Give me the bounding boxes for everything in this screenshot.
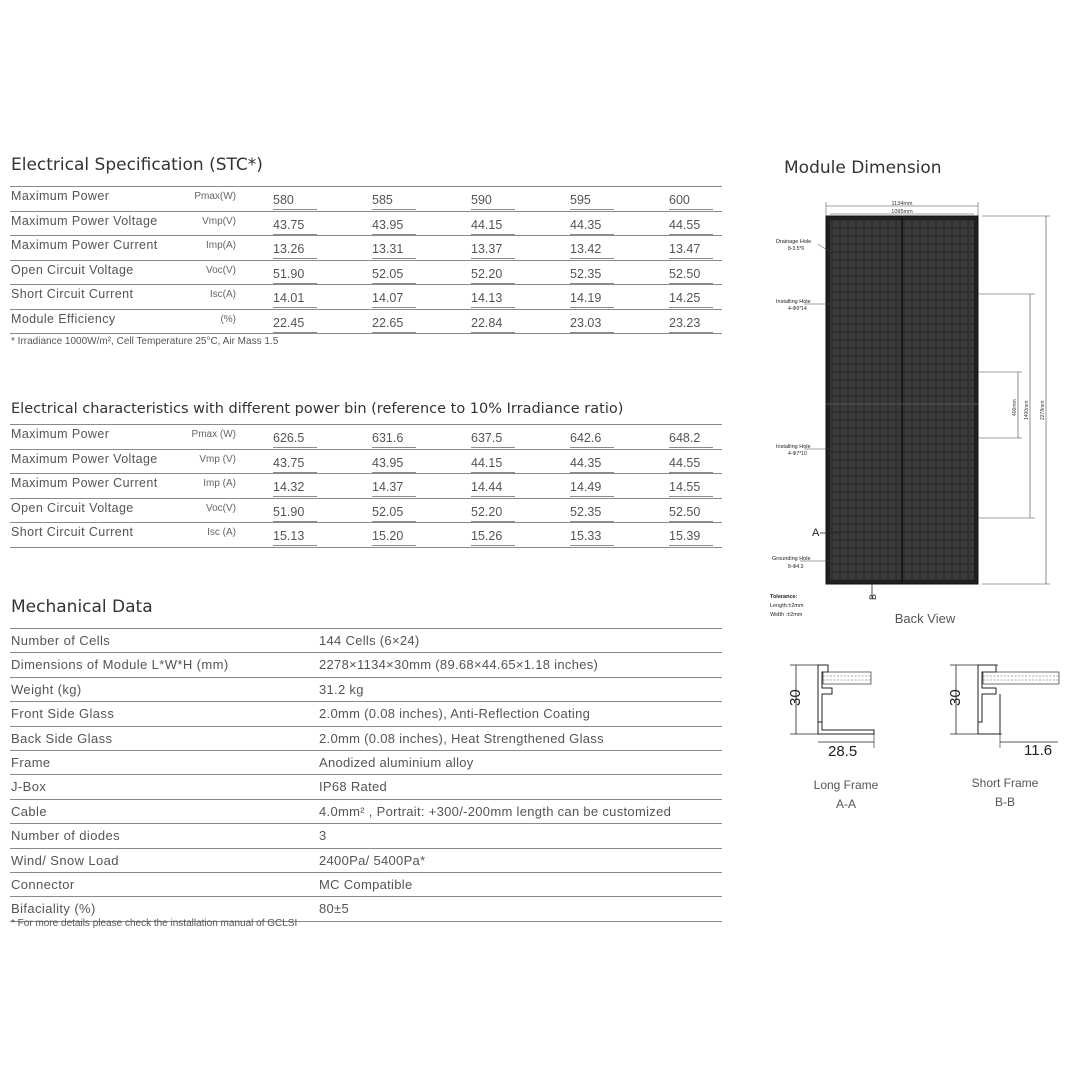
spec-value-cell: 52.35: [570, 505, 614, 522]
mechanical-label: Dimensions of Module L*W*H (mm): [11, 657, 229, 673]
spec-value-cell: 631.6: [372, 431, 416, 448]
dim-2278-label: 2278mm: [1040, 400, 1046, 420]
spec-row: [10, 261, 722, 286]
spec-row: [10, 474, 722, 499]
spec-value-cell: 14.01: [273, 291, 317, 308]
grounding-hole-spec: 8-Φ4.3: [788, 564, 804, 570]
spec-value-cell: 51.90: [273, 267, 317, 284]
mechanical-value: 4.0mm² , Portrait: +300/-200mm length can be customized: [319, 803, 672, 819]
spec-value-cell: 44.35: [570, 456, 614, 473]
spec-value-cell: 44.55: [669, 218, 713, 235]
spec-value-cell: 23.03: [570, 316, 614, 333]
mechanical-value: Anodized aluminium alloy: [319, 754, 474, 770]
module-dimension-title: Module Dimension: [784, 158, 942, 178]
mechanical-value: 2400Pa/ 5400Pa*: [319, 852, 426, 868]
spec-value-cell: 43.75: [273, 456, 317, 473]
mechanical-value: 2.0mm (0.08 inches), Heat Strengthened Glass: [319, 730, 604, 746]
spec-value-cell: 13.26: [273, 242, 317, 259]
spec-value-cell: 52.05: [372, 267, 416, 284]
mechanical-label: Bifaciality (%): [11, 901, 96, 917]
spec-value-cell: 13.42: [570, 242, 614, 259]
spec-row-symbol: Voc(V): [205, 264, 236, 276]
spec-value-cell: 15.20: [372, 529, 416, 546]
spec-value-cell: 14.07: [372, 291, 416, 308]
long-frame-drawing: [770, 660, 900, 765]
drainage-hole-spec: 8-3.5*6: [788, 246, 805, 252]
spec-value-cell: 43.95: [372, 456, 416, 473]
spec-row-label: Maximum Power Voltage: [11, 213, 158, 228]
electrical-spec-title: Electrical Specification (STC*): [11, 155, 263, 175]
spec-row: [10, 310, 722, 335]
installing-hole-label-1: Installing Hole: [776, 299, 811, 305]
width-inner-label: 1095mm: [891, 209, 913, 215]
mechanical-value: 2278×1134×30mm (89.68×44.65×1.18 inches): [319, 657, 599, 673]
spec-value-cell: 44.15: [471, 218, 515, 235]
spec-row-label: Module Efficiency: [11, 311, 116, 326]
spec-value-cell: 626.5: [273, 431, 317, 448]
spec-row-label: Short Circuit Current: [11, 525, 134, 539]
mechanical-row: [10, 751, 722, 775]
mechanical-label: Back Side Glass: [11, 730, 113, 746]
spec-value-cell: 44.35: [570, 218, 614, 235]
spec-row-symbol: Vmp(V): [202, 215, 236, 227]
spec-value-cell: 14.32: [273, 480, 317, 497]
spec-value-cell: 52.50: [669, 267, 713, 284]
back-view-caption: Back View: [894, 611, 956, 626]
mechanical-row: [10, 849, 722, 873]
installing-hole-spec-2: 4-Φ7*10: [788, 451, 807, 457]
mechanical-value: 3: [319, 828, 327, 844]
section-b-marker: B: [868, 593, 878, 600]
spec-row-label: Maximum Power: [11, 427, 110, 441]
power-bin-table: [10, 424, 722, 548]
mechanical-value: MC Compatible: [319, 876, 413, 892]
dim-1400-label: 1400mm: [1024, 400, 1030, 420]
spec-value-cell: 13.47: [669, 242, 713, 259]
spec-value-cell: 13.37: [471, 242, 515, 259]
mechanical-label: Number of diodes: [11, 828, 121, 844]
mechanical-row: [10, 628, 722, 653]
spec-value-cell: 22.65: [372, 316, 416, 333]
spec-row-label: Open Circuit Voltage: [11, 262, 134, 277]
spec-value-cell: 52.05: [372, 505, 416, 522]
spec-value-cell: 648.2: [669, 431, 713, 448]
spec-row: [10, 285, 722, 310]
grounding-hole-label: Grounding Hole: [772, 556, 811, 562]
spec-value-cell: 14.37: [372, 480, 416, 497]
spec-value-cell: 23.23: [669, 316, 713, 333]
mechanical-label: Cable: [11, 803, 47, 819]
short-frame-section: B-B: [994, 795, 1015, 809]
section-a-marker: A: [812, 527, 820, 539]
mechanical-row: [10, 800, 722, 824]
mechanical-label: Number of Cells: [11, 633, 111, 648]
spec-value-cell: 13.31: [372, 242, 416, 259]
spec-value-cell: 52.20: [471, 267, 515, 284]
mechanical-value: IP68 Rated: [319, 779, 388, 795]
spec-value-cell: 14.55: [669, 480, 713, 497]
installing-hole-label-2: Installing Hole: [776, 444, 811, 450]
spec-value-cell: 585: [372, 193, 416, 210]
spec-value-cell: 44.15: [471, 456, 515, 473]
spec-row-symbol: Pmax(W): [194, 191, 236, 202]
spec-row-symbol: Voc(V): [205, 502, 236, 514]
long-frame-section: A-A: [835, 797, 856, 811]
spec-row-symbol: Pmax (W): [191, 429, 236, 440]
spec-row: [10, 523, 722, 548]
stc-note: * Irradiance 1000W/m², Cell Temperature 25°C, Air Mass 1.5: [11, 336, 279, 347]
mechanical-row: [10, 873, 722, 897]
spec-value-cell: 15.39: [669, 529, 713, 546]
long-frame-width: 28.5: [828, 743, 858, 760]
spec-row-label: Maximum Power Current: [11, 476, 158, 490]
mechanical-value: 80±5: [319, 901, 350, 917]
spec-row-symbol: Isc (A): [207, 527, 236, 538]
spec-value-cell: 43.75: [273, 218, 317, 235]
spec-row-symbol: Imp (A): [203, 478, 236, 489]
mechanical-label: Frame: [11, 754, 51, 770]
spec-row-label: Maximum Power Current: [11, 238, 158, 252]
spec-value-cell: 43.95: [372, 218, 416, 235]
spec-row-symbol: Isc(A): [209, 289, 236, 300]
drainage-hole-label: Drainage Hole: [776, 239, 812, 245]
spec-row: [10, 187, 722, 212]
spec-row: [10, 236, 722, 261]
spec-value-cell: 14.13: [471, 291, 515, 308]
mechanical-value: 31.2 kg: [319, 681, 364, 697]
module-back-view-drawing: [760, 196, 1060, 626]
electrical-spec-table: [10, 186, 722, 334]
spec-value-cell: 22.45: [273, 316, 317, 333]
mechanical-label: Connector: [11, 876, 75, 892]
spec-value-cell: 590: [471, 193, 515, 210]
spec-value-cell: 44.55: [669, 456, 713, 473]
spec-value-cell: 52.50: [669, 505, 713, 522]
spec-value-cell: 52.20: [471, 505, 515, 522]
mechanical-table: [10, 628, 722, 922]
mechanical-value: 144 Cells (6×24): [319, 633, 420, 648]
spec-value-cell: 15.33: [570, 529, 614, 546]
power-bin-title: Electrical characteristics with different power bin (reference to 10% Irradiance ratio): [11, 401, 624, 417]
spec-value-cell: 22.84: [471, 316, 515, 333]
installing-hole-spec-1: 4-Φ9*14: [788, 306, 807, 312]
spec-row: [10, 212, 722, 237]
spec-row-symbol: Imp(A): [206, 240, 236, 251]
spec-value-cell: 595: [570, 193, 614, 210]
short-frame-height: 30: [947, 689, 964, 706]
spec-row: [10, 425, 722, 450]
mechanical-row: [10, 727, 722, 751]
mechanical-row: [10, 678, 722, 702]
mechanical-row: [10, 702, 722, 726]
mechanical-value: 2.0mm (0.08 inches), Anti-Reflection Coating: [319, 706, 591, 722]
tolerance-length: Length:±2mm: [770, 603, 804, 609]
spec-value-cell: 14.25: [669, 291, 713, 308]
spec-value-cell: 637.5: [471, 431, 515, 448]
spec-row: [10, 450, 722, 475]
mechanical-label: J-Box: [11, 779, 47, 795]
short-frame-drawing: [930, 660, 1070, 765]
mechanical-note: * For more details please check the installation manual of GCLSI: [11, 918, 298, 929]
spec-row-label: Short Circuit Current: [11, 287, 134, 301]
mechanical-row: [10, 775, 722, 799]
tolerance-width: Width :±2mm: [770, 612, 803, 618]
spec-value-cell: 14.49: [570, 480, 614, 497]
mechanical-label: Front Side Glass: [11, 706, 115, 722]
tolerance-title: Tolerance:: [770, 594, 798, 600]
spec-value-cell: 642.6: [570, 431, 614, 448]
spec-row-label: Maximum Power Voltage: [11, 451, 158, 466]
mechanical-row: [10, 653, 722, 677]
mechanical-row: [10, 824, 722, 848]
spec-value-cell: 51.90: [273, 505, 317, 522]
long-frame-height: 30: [787, 689, 804, 706]
dim-400-label: 400mm: [1012, 399, 1018, 416]
spec-value-cell: 14.44: [471, 480, 515, 497]
spec-value-cell: 15.26: [471, 529, 515, 546]
spec-value-cell: 600: [669, 193, 713, 210]
spec-row-symbol: Vmp (V): [199, 453, 236, 465]
mechanical-label: Wind/ Snow Load: [11, 852, 119, 868]
mechanical-label: Weight (kg): [11, 681, 82, 697]
spec-value-cell: 14.19: [570, 291, 614, 308]
width-outer-label: 1134mm: [891, 201, 913, 207]
spec-value-cell: 52.35: [570, 267, 614, 284]
spec-value-cell: 15.13: [273, 529, 317, 546]
spec-row-symbol: (%): [220, 313, 236, 325]
long-frame-name: Long Frame: [813, 778, 879, 792]
short-frame-name: Short Frame: [971, 776, 1039, 790]
short-frame-width: 11.6: [1024, 742, 1053, 759]
spec-value-cell: 580: [273, 193, 317, 210]
spec-row-label: Open Circuit Voltage: [11, 500, 134, 515]
spec-row-label: Maximum Power: [11, 189, 110, 203]
spec-row: [10, 499, 722, 524]
mechanical-title: Mechanical Data: [11, 597, 153, 617]
